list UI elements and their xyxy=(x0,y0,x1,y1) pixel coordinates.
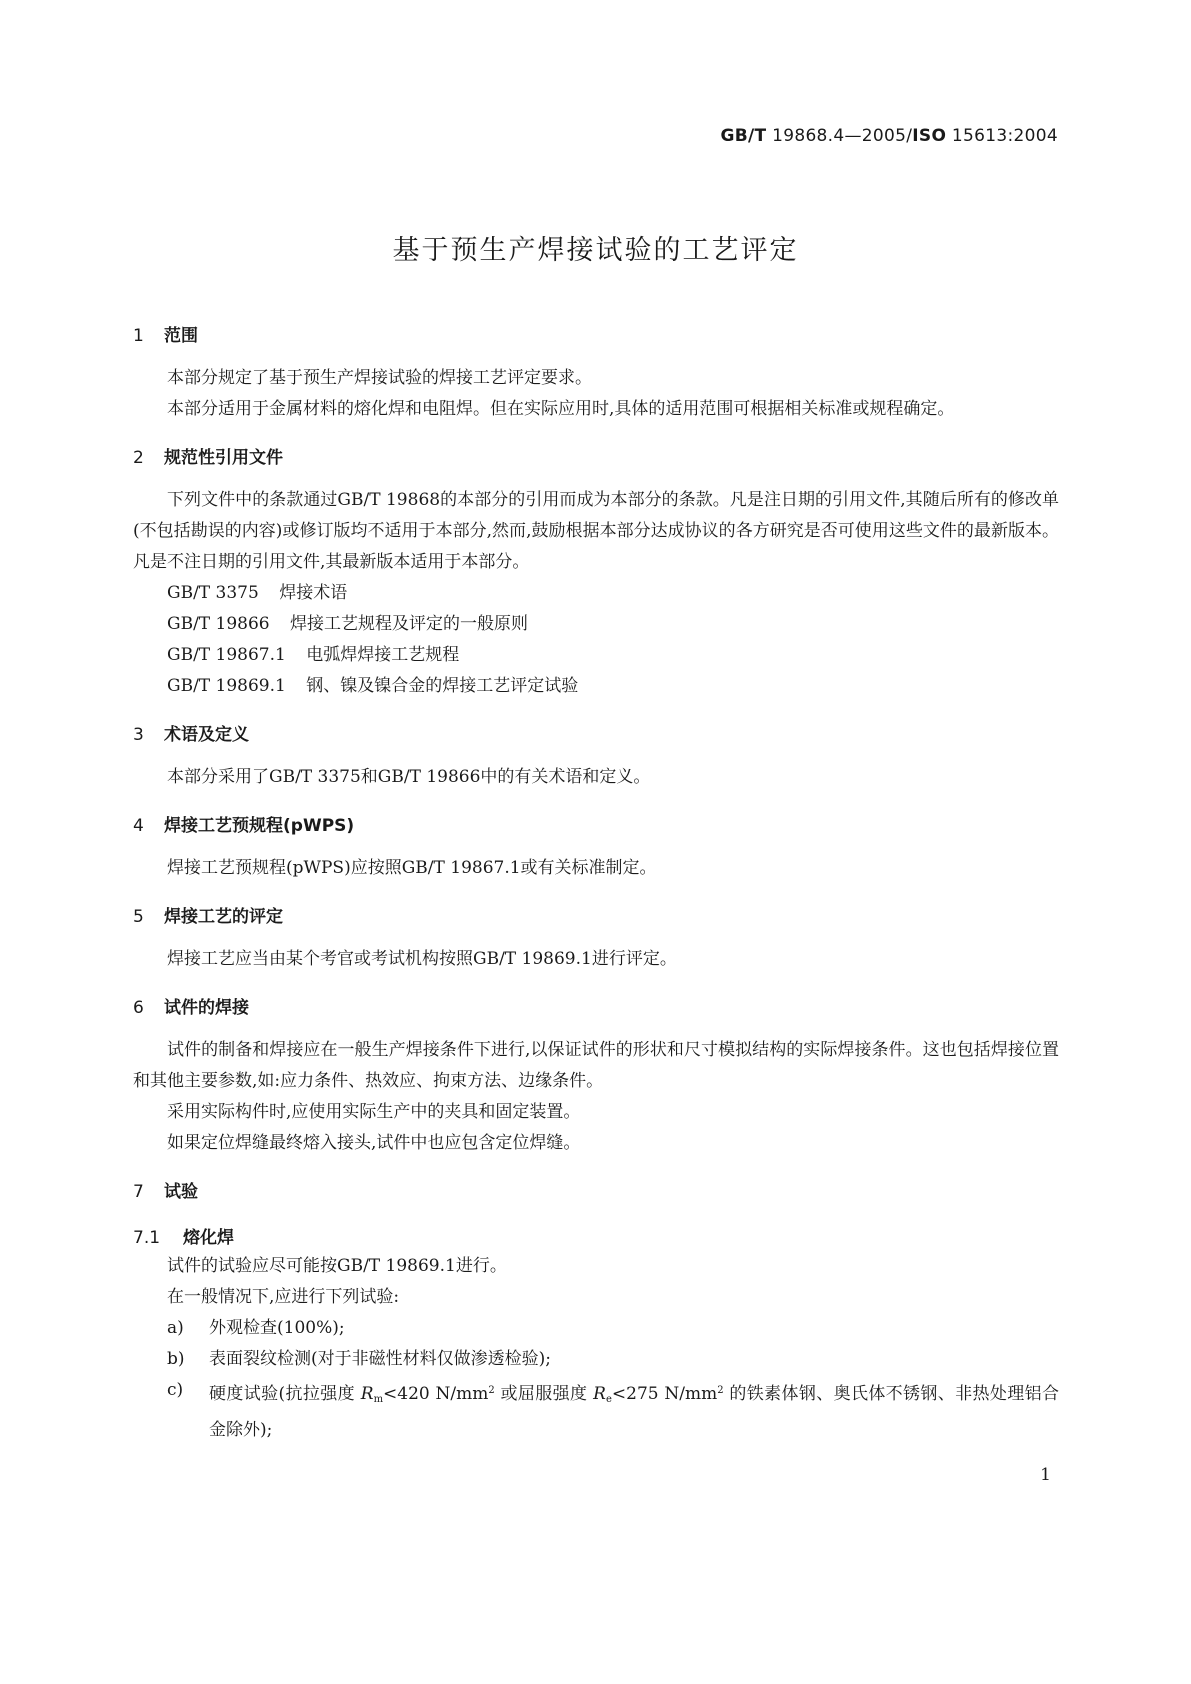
section-number: 4 xyxy=(133,816,144,836)
list-item xyxy=(133,1344,1059,1375)
section-6-paragraph-1: 试件的制备和焊接应在一般生产焊接条件下进行,以保证试件的形状和尺寸模拟结构的实际焊接条件。这也包括焊接位置和其他主要参数,如:应力条件、热效应、拘束方法、边缘条件。 xyxy=(133,1040,1059,1091)
reference-item xyxy=(133,578,1059,609)
standard-identifier xyxy=(720,126,1058,146)
symbol-r: R xyxy=(593,1384,606,1404)
reference-code: GB/T 19867.1 xyxy=(167,645,286,665)
reference-code: GB/T 19866 xyxy=(167,614,270,634)
section-title: 范围 xyxy=(164,326,198,346)
section-7-heading xyxy=(133,1179,1059,1205)
list-marker: b) xyxy=(167,1349,185,1369)
reference-title: 焊接术语 xyxy=(279,583,348,603)
reference-title: 电弧焊焊接工艺规程 xyxy=(306,645,460,665)
reference-code: GB/T 3375 xyxy=(167,583,259,603)
section-5-heading xyxy=(133,904,1059,930)
section-number: 3 xyxy=(133,725,144,745)
reference-item xyxy=(133,671,1059,702)
section-7-1-paragraph-2: 在一般情况下,应进行下列试验: xyxy=(167,1287,400,1307)
section-title: 焊接工艺预规程(pWPS) xyxy=(164,816,355,836)
section-1-heading xyxy=(133,323,1059,349)
section-4-heading xyxy=(133,813,1059,839)
document-title: 基于预生产焊接试验的工艺评定 xyxy=(392,235,799,266)
reference-item xyxy=(133,640,1059,671)
section-title: 术语及定义 xyxy=(164,725,249,745)
page-number: 1 xyxy=(1040,1465,1051,1485)
list-text-part: <275 N/mm xyxy=(611,1384,718,1404)
section-6-heading xyxy=(133,995,1059,1021)
list-marker: a) xyxy=(167,1318,184,1338)
section-number: 2 xyxy=(133,448,144,468)
section-number: 7.1 xyxy=(133,1228,161,1248)
section-7-1-heading xyxy=(133,1225,1059,1251)
list-text xyxy=(209,1375,1059,1446)
subscript-e: e xyxy=(605,1394,612,1405)
superscript-2: 2 xyxy=(717,1385,724,1396)
reference-title: 焊接工艺规程及评定的一般原则 xyxy=(290,614,529,634)
list-text-part: <420 N/mm xyxy=(383,1384,489,1404)
standard-id-number: 19868.4—2005/ xyxy=(766,126,913,146)
subscript-m: m xyxy=(373,1394,384,1405)
list-item xyxy=(133,1313,1059,1344)
section-number: 1 xyxy=(133,326,144,346)
standard-id-gbt: GB/T xyxy=(720,126,767,146)
section-3-paragraph-1: 本部分采用了GB/T 3375和GB/T 19866中的有关术语和定义。 xyxy=(167,767,651,787)
section-6-paragraph-2: 采用实际构件时,应使用实际生产中的夹具和固定装置。 xyxy=(167,1102,581,1122)
section-title: 试件的焊接 xyxy=(164,998,249,1018)
section-title: 规范性引用文件 xyxy=(164,448,283,468)
section-title: 试验 xyxy=(164,1182,198,1202)
symbol-r: R xyxy=(360,1384,374,1404)
section-7-1-paragraph-1: 试件的试验应尽可能按GB/T 19869.1进行。 xyxy=(167,1256,507,1276)
list-text: 外观检查(100%); xyxy=(209,1318,345,1338)
list-marker: c) xyxy=(167,1380,184,1400)
standard-id-iso-number: 15613:2004 xyxy=(946,126,1058,146)
document-body xyxy=(133,323,1059,1446)
section-4-paragraph-1: 焊接工艺预规程(pWPS)应按照GB/T 19867.1或有关标准制定。 xyxy=(167,858,657,878)
section-2-heading xyxy=(133,445,1059,471)
section-title: 熔化焊 xyxy=(183,1228,234,1248)
section-number: 6 xyxy=(133,998,144,1018)
section-1-paragraph-1: 本部分规定了基于预生产焊接试验的焊接工艺评定要求。 xyxy=(167,368,592,388)
list-text-part: 或屈服强度 xyxy=(500,1384,588,1404)
standard-id-iso: ISO xyxy=(912,126,947,146)
list-text-part: 硬度试验(抗拉强度 xyxy=(209,1384,355,1404)
list-item xyxy=(133,1375,1059,1446)
reference-code: GB/T 19869.1 xyxy=(167,676,286,696)
list-text-part: 的铁素体钢、奥氏体不锈钢、非热处理铝合金除外); xyxy=(209,1384,1060,1440)
section-2-paragraph-1: 下列文件中的条款通过GB/T 19868的本部分的引用而成为本部分的条款。凡是注日期的引用文件,其随后所有的修改单(不包括勘误的内容)或修订版均不适用于本部分,然而,鼓励根据本部分达成协议的各方研究是否可使用这些文件的最新版本。凡是不注日期的引用文件,其最新版本适用于本部分。 xyxy=(133,490,1059,572)
superscript-2: 2 xyxy=(488,1385,495,1396)
section-1-paragraph-2: 本部分适用于金属材料的熔化焊和电阻焊。但在实际应用时,具体的适用范围可根据相关标准或规程确定。 xyxy=(167,399,955,419)
section-title: 焊接工艺的评定 xyxy=(164,907,283,927)
section-5-paragraph-1: 焊接工艺应当由某个考官或考试机构按照GB/T 19869.1进行评定。 xyxy=(167,949,677,969)
section-number: 5 xyxy=(133,907,144,927)
reference-item xyxy=(133,609,1059,640)
section-number: 7 xyxy=(133,1182,144,1202)
reference-title: 钢、镍及镍合金的焊接工艺评定试验 xyxy=(306,676,579,696)
section-6-paragraph-3: 如果定位焊缝最终熔入接头,试件中也应包含定位焊缝。 xyxy=(167,1133,581,1153)
list-text: 表面裂纹检测(对于非磁性材料仅做渗透检验); xyxy=(209,1349,551,1369)
section-3-heading xyxy=(133,722,1059,748)
